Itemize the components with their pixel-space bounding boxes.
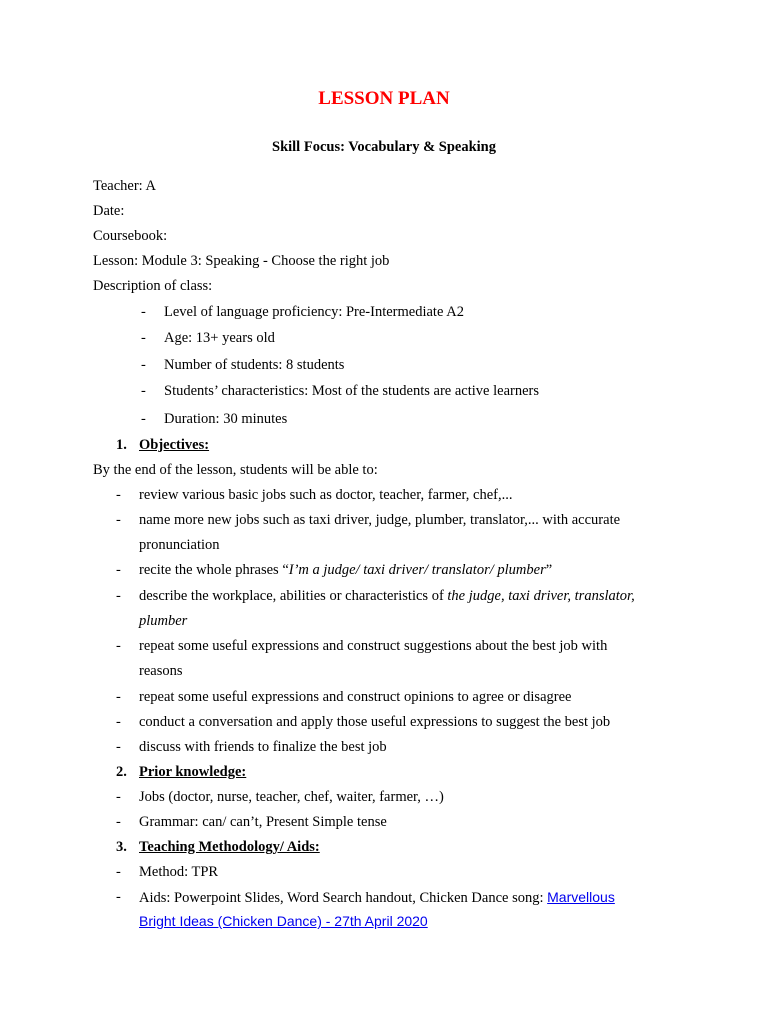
objective-recite (139, 562, 552, 579)
prior-grammar: Grammar: can/ can’t, Present Simple tense (139, 814, 387, 830)
objective-review: review various basic jobs such as doctor, teacher, farmer, chef,... (139, 487, 513, 503)
bullet-dash: - (116, 889, 121, 905)
page-subtitle: Skill Focus: Vocabulary & Speaking (272, 139, 496, 155)
bullet-dash: - (141, 304, 146, 320)
date-line: Date: (93, 203, 125, 219)
objective-discuss: discuss with friends to finalize the best job (139, 739, 387, 755)
bullet-dash: - (116, 512, 121, 528)
section-number: 2. (116, 764, 127, 780)
bullet-dash: - (116, 689, 121, 705)
objective-describe-line2 (139, 613, 187, 630)
describe-jobs: the judge, taxi driver, translator, (447, 588, 635, 604)
bullet-dash: - (141, 330, 146, 346)
coursebook-line: Coursebook: (93, 228, 168, 244)
objective-repeat1-line2: reasons (139, 663, 183, 679)
objectives-intro: By the end of the lesson, students will be able to: (93, 462, 378, 478)
recite-suffix: ” (545, 562, 553, 578)
age-item: Age: 13+ years old (164, 330, 275, 346)
duration-item: Duration: 30 minutes (164, 411, 288, 427)
section-number: 3. (116, 839, 127, 855)
bullet-dash: - (116, 588, 121, 604)
description-heading: Description of class: (93, 278, 213, 294)
aids-item (139, 889, 615, 907)
characteristics-item: Students’ characteristics: Most of the students are active learners (164, 383, 539, 399)
bullet-dash: - (116, 739, 121, 755)
bullet-dash: - (116, 714, 121, 730)
page-title: LESSON PLAN (318, 88, 450, 109)
method-item: Method: TPR (139, 864, 219, 880)
objective-repeat1-line1: repeat some useful expressions and construct suggestions about the best job with (139, 638, 608, 654)
bullet-dash: - (141, 411, 146, 427)
recite-prefix: recite the whole phrases “ (139, 562, 289, 578)
bullet-dash: - (116, 864, 121, 880)
objective-repeat2: repeat some useful expressions and construct opinions to agree or disagree (139, 689, 572, 705)
bullet-dash: - (141, 383, 146, 399)
section-number: 1. (116, 437, 127, 453)
bullet-dash: - (116, 814, 121, 830)
methodology-heading: Teaching Methodology/ Aids: (139, 839, 320, 855)
teacher-line: Teacher: A (93, 178, 156, 194)
objective-name-line1: name more new jobs such as taxi driver, judge, plumber, translator,... with accurate (139, 512, 621, 528)
level-item: Level of language proficiency: Pre-Intermediate A2 (164, 304, 464, 320)
students-count-item: Number of students: 8 students (164, 357, 345, 373)
chicken-dance-link-cont[interactable]: Bright Ideas (Chicken Dance) - 27th April 2020 (139, 913, 428, 929)
chicken-dance-link[interactable]: Marvellous (547, 889, 615, 905)
prior-knowledge-heading: Prior knowledge: (139, 764, 247, 780)
bullet-dash: - (116, 487, 121, 503)
bullet-dash: - (116, 638, 121, 654)
objective-name-line2: pronunciation (139, 537, 220, 553)
bullet-dash: - (116, 562, 121, 578)
describe-prefix: describe the workplace, abilities or characteristics of (139, 588, 448, 604)
bullet-dash: - (141, 357, 146, 373)
aids-item-line2 (139, 913, 428, 931)
objectives-heading: Objectives: (139, 437, 210, 453)
objective-conduct: conduct a conversation and apply those useful expressions to suggest the best job (139, 714, 611, 730)
bullet-dash: - (116, 789, 121, 805)
lesson-line: Lesson: Module 3: Speaking - Choose the right job (93, 253, 390, 269)
describe-jobs-cont: plumber (139, 613, 188, 629)
prior-jobs: Jobs (doctor, nurse, teacher, chef, waiter, farmer, …) (139, 789, 444, 805)
recite-phrase: I’m a judge/ taxi driver/ translator/ plumber (288, 562, 546, 578)
objective-describe-line1 (139, 588, 635, 605)
aids-text: Aids: Powerpoint Slides, Word Search handout, Chicken Dance song: (139, 890, 548, 906)
